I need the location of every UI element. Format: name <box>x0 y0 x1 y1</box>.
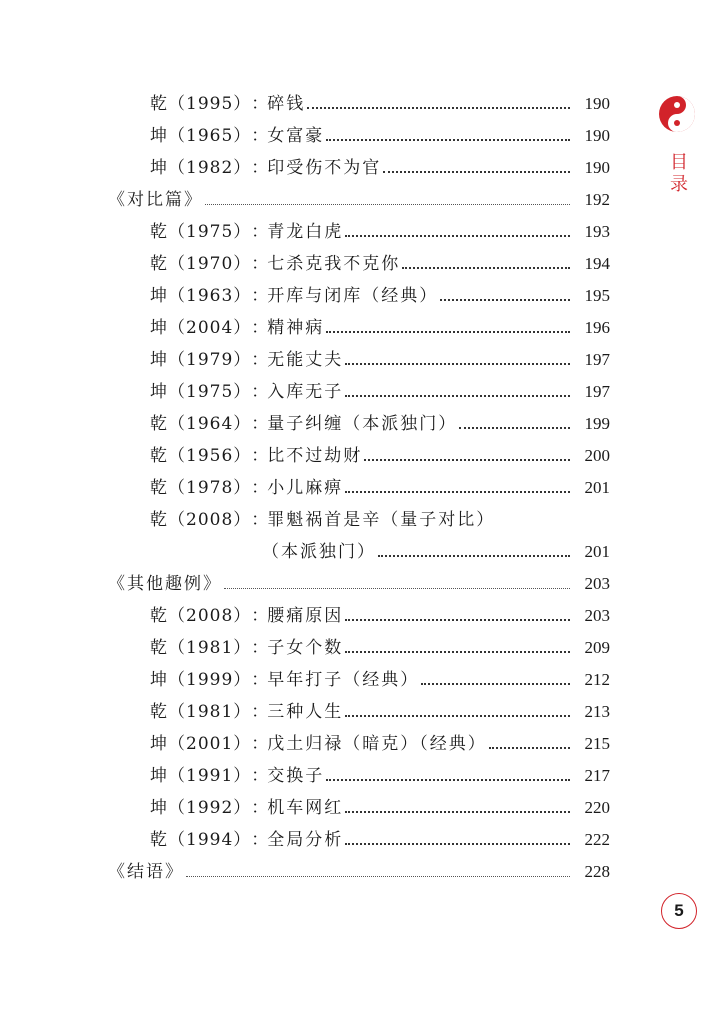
dot-leader <box>364 459 570 461</box>
toc-section[interactable] <box>108 178 610 210</box>
dot-leader <box>345 235 570 237</box>
toc-entry[interactable] <box>150 274 610 306</box>
toc-entry-label <box>150 606 343 626</box>
toc-entry-label <box>150 478 343 498</box>
toc-entry-label <box>108 574 222 594</box>
toc-entry[interactable] <box>150 658 610 690</box>
toc-entry-separator: ： <box>251 478 269 498</box>
toc-entry-title: 戊土归禄（暗克）（经典） <box>267 734 487 754</box>
toc-entry-tag: 坤（1963） <box>150 286 252 306</box>
toc-entry-separator: ： <box>251 830 269 850</box>
dot-leader <box>440 299 570 301</box>
toc-entry-tag: 乾（1994） <box>150 830 252 850</box>
toc-page-number: 203 <box>584 574 610 593</box>
toc-page-number: 201 <box>584 478 610 497</box>
toc-entry-title: 碎钱 <box>267 94 306 114</box>
dot-leader <box>378 555 570 557</box>
toc-page-number: 220 <box>584 798 610 817</box>
toc-entry[interactable] <box>150 210 610 242</box>
toc-entry[interactable] <box>150 818 610 850</box>
toc-entry[interactable] <box>150 402 610 434</box>
toc-entry-separator: ： <box>251 286 269 306</box>
toc-entry-separator: ： <box>251 350 269 370</box>
yin-yang-icon <box>657 94 697 134</box>
toc-page-number: 212 <box>584 670 610 689</box>
dot-leader <box>345 363 570 365</box>
toc-entry[interactable] <box>262 530 610 562</box>
toc-entry-title: 小儿麻痹 <box>267 478 344 498</box>
dot-leader <box>489 747 570 749</box>
toc-entry-title: 早年打子（经典） <box>267 670 420 690</box>
toc-page-number: 197 <box>584 382 610 401</box>
toc-page-number: 190 <box>584 158 610 177</box>
dot-leader <box>326 139 570 141</box>
toc-entry-label <box>150 670 419 690</box>
toc-entry-label <box>108 190 203 210</box>
toc-entry-label <box>150 318 324 338</box>
toc-page-number: 192 <box>584 190 610 209</box>
dot-leader <box>326 331 570 333</box>
toc-entry-tag: 乾（1981） <box>150 702 252 722</box>
dot-leader <box>307 107 570 109</box>
toc-entry-tag: 乾（1995） <box>150 94 252 114</box>
dot-leader <box>421 683 570 685</box>
toc-page-number: 217 <box>584 766 610 785</box>
toc-entry-title: 罪魁祸首是辛（量子对比） <box>267 510 496 530</box>
toc-entry-tag: 坤（1975） <box>150 382 252 402</box>
toc-entry-label <box>150 702 343 722</box>
toc-entry-tag: 坤（2001） <box>150 734 252 754</box>
toc-entry-tag: 乾（1975） <box>150 222 252 242</box>
toc-page-number: 197 <box>584 350 610 369</box>
toc-entry-title: 女富豪 <box>267 126 325 146</box>
dot-leader <box>345 651 570 653</box>
toc-entry-separator: ： <box>251 510 269 530</box>
toc-entry-title: 比不过劫财 <box>267 446 363 466</box>
toc-entry-tag: 坤（1992） <box>150 798 252 818</box>
dot-leader <box>345 843 570 845</box>
toc-entry[interactable] <box>150 82 610 114</box>
toc-entry-title: 量子纠缠（本派独门） <box>267 414 458 434</box>
toc-entry-label <box>150 382 343 402</box>
toc-entry-label <box>150 158 381 178</box>
toc-entry[interactable] <box>150 242 610 274</box>
toc-entry-label <box>150 734 487 754</box>
toc-entry[interactable] <box>150 146 610 178</box>
toc-entry-title: 三种人生 <box>267 702 344 722</box>
toc-entry-separator: ： <box>251 318 269 338</box>
toc-page-number: 201 <box>584 542 610 561</box>
dot-leader <box>459 427 570 429</box>
toc-entry-label <box>150 254 400 274</box>
toc-entry-title: 子女个数 <box>267 638 344 658</box>
toc-page-number: 195 <box>584 286 610 305</box>
side-tab-label <box>668 152 690 196</box>
toc-entry-tag: 乾（2008） <box>150 510 252 530</box>
toc-entry-label <box>150 286 438 306</box>
toc-entry-separator: ： <box>251 414 269 434</box>
toc-page-number: 196 <box>584 318 610 337</box>
toc-entry[interactable] <box>150 786 610 818</box>
toc-entry[interactable] <box>150 722 610 754</box>
toc-entry-label <box>150 638 343 658</box>
toc-entry-title: 开库与闭库（经典） <box>267 286 439 306</box>
toc-entry-separator: ： <box>251 670 269 690</box>
toc-page-number: 215 <box>584 734 610 753</box>
toc-entry-separator: ： <box>251 222 269 242</box>
toc-entry-separator: ： <box>251 254 269 274</box>
toc-entry-separator: ： <box>251 606 269 626</box>
toc-entry-label <box>262 542 376 562</box>
toc-entry-separator: ： <box>251 382 269 402</box>
toc-entry[interactable] <box>150 434 610 466</box>
toc-entry[interactable] <box>150 498 610 530</box>
toc-entry-label <box>150 446 362 466</box>
toc-entry-separator: ： <box>251 798 269 818</box>
toc-entry-tag: 乾（1964） <box>150 414 252 434</box>
toc-entry-title: 腰痛原因 <box>267 606 344 626</box>
toc-entry-label <box>150 798 343 818</box>
side-tab-label-line1: 目 <box>670 152 688 173</box>
toc-entry[interactable] <box>150 370 610 402</box>
toc-entry-title: 《对比篇》 <box>108 190 203 210</box>
toc-page-number: 200 <box>584 446 610 465</box>
toc-entry-title: 入库无子 <box>267 382 344 402</box>
toc-entry-separator: ： <box>251 638 269 658</box>
toc-entry-separator: ： <box>251 126 269 146</box>
toc-entry[interactable] <box>150 306 610 338</box>
toc-page-number: 228 <box>584 862 610 881</box>
toc-entry-label <box>150 222 343 242</box>
page-number: 5 <box>661 893 697 929</box>
side-tab-label-line2: 录 <box>670 174 688 195</box>
toc-page-number: 199 <box>584 414 610 433</box>
toc-entry-tag: 坤（1999） <box>150 670 252 690</box>
toc-entry-label <box>150 94 305 114</box>
toc-section[interactable] <box>108 850 610 882</box>
toc-page-number: 209 <box>584 638 610 657</box>
toc-entry[interactable] <box>150 754 610 786</box>
dot-leader <box>326 779 570 781</box>
toc-entry-separator: ： <box>251 734 269 754</box>
dot-leader <box>224 588 570 589</box>
dot-leader <box>402 267 570 269</box>
toc-entry-tag: 乾（1970） <box>150 254 252 274</box>
dot-leader <box>186 876 570 877</box>
toc-page-number: 203 <box>584 606 610 625</box>
dot-leader <box>383 171 570 173</box>
toc-entry-tag: 乾（1978） <box>150 478 252 498</box>
toc-entry-title: 机车网红 <box>267 798 344 818</box>
dot-leader <box>345 395 570 397</box>
toc-entry-separator: ： <box>251 158 269 178</box>
dot-leader <box>345 811 570 813</box>
toc-entry[interactable] <box>150 690 610 722</box>
toc-entry-title: 交换子 <box>267 766 325 786</box>
dot-leader <box>345 619 570 621</box>
toc-section[interactable] <box>108 562 610 594</box>
toc-entry-label <box>150 510 495 530</box>
dot-leader <box>345 715 570 717</box>
toc-entry-tag: 坤（2004） <box>150 318 252 338</box>
toc-entry-tag: 乾（2008） <box>150 606 252 626</box>
toc-entry[interactable] <box>150 626 610 658</box>
toc-entry-title: 无能丈夫 <box>267 350 344 370</box>
toc-page-number: 213 <box>584 702 610 721</box>
toc-page-number: 194 <box>584 254 610 273</box>
toc-entry-tag: 乾（1981） <box>150 638 252 658</box>
toc-entry-title: 七杀克我不克你 <box>267 254 401 274</box>
toc-entry-separator: ： <box>251 94 269 114</box>
toc-entry-title: 《结语》 <box>108 862 184 882</box>
toc-entry-label <box>108 862 184 882</box>
toc-entry[interactable] <box>150 466 610 498</box>
toc-entry[interactable] <box>150 338 610 370</box>
dot-leader <box>345 491 570 493</box>
toc-entry-title: 全局分析 <box>267 830 344 850</box>
toc-entry-separator: ： <box>251 702 269 722</box>
toc-entry-tag: 坤（1982） <box>150 158 252 178</box>
toc-page-number: 193 <box>584 222 610 241</box>
toc-page-number: 190 <box>584 94 610 113</box>
toc-entry-label <box>150 414 457 434</box>
toc-entry-label <box>150 126 324 146</box>
toc-entry-tag: 乾（1956） <box>150 446 252 466</box>
toc-entry-title: 《其他趣例》 <box>108 574 222 594</box>
toc-entry-title: 印受伤不为官 <box>267 158 382 178</box>
toc-page-number: 190 <box>584 126 610 145</box>
toc-entry[interactable] <box>150 594 610 626</box>
toc-entry[interactable] <box>150 114 610 146</box>
toc-entry-separator: ： <box>251 766 269 786</box>
toc-page-number: 222 <box>584 830 610 849</box>
toc-entry-title: 青龙白虎 <box>267 222 344 242</box>
toc-entry-label <box>150 830 343 850</box>
toc-entry-title: （本派独门） <box>262 542 376 562</box>
toc-entry-tag: 坤（1991） <box>150 766 252 786</box>
toc-entry-label <box>150 350 343 370</box>
toc-entry-tag: 坤（1965） <box>150 126 252 146</box>
toc-entry-title: 精神病 <box>267 318 325 338</box>
dot-leader <box>205 204 570 205</box>
toc-entry-label <box>150 766 324 786</box>
toc-entry-separator: ： <box>251 446 269 466</box>
toc-entry-tag: 坤（1979） <box>150 350 252 370</box>
